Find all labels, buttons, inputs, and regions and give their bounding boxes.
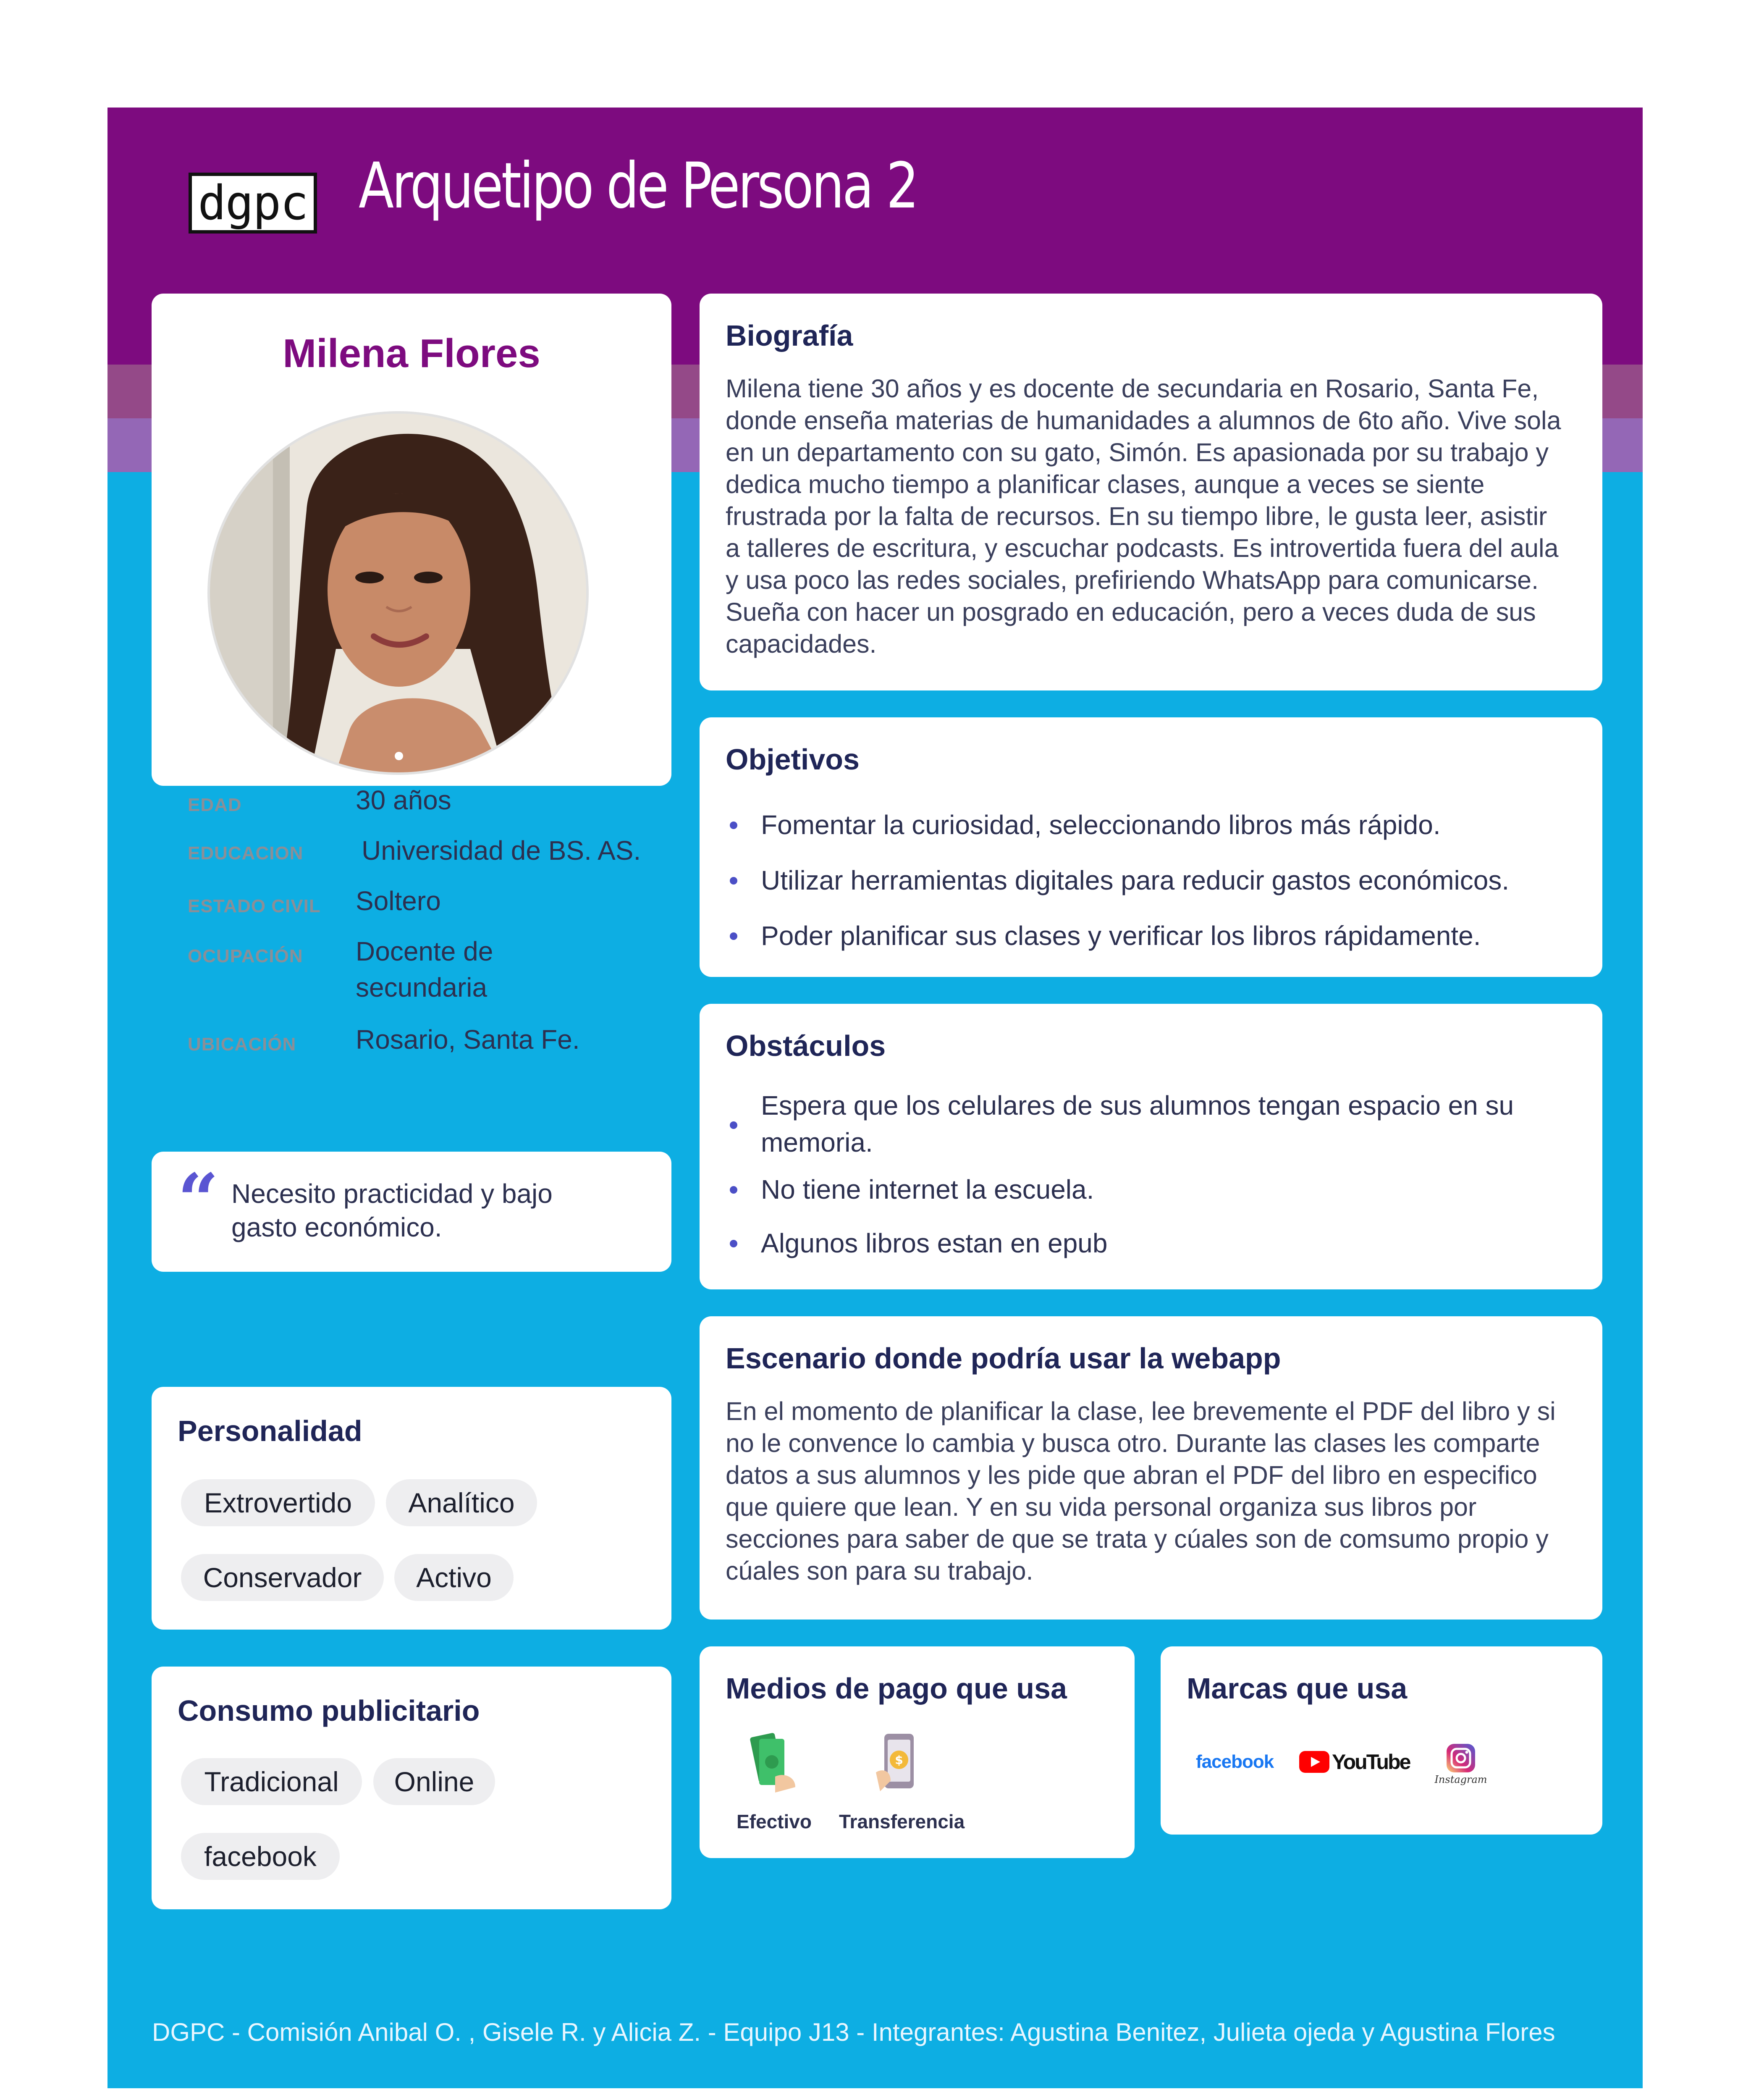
field-value-ocupacion: Docente de secundaria (356, 936, 493, 1003)
quote-card (152, 1152, 671, 1272)
field-value-ubicacion: Rosario, Santa Fe. (356, 1024, 580, 1055)
obstaculo-item: Espera que los celulares de sus alumnos tengan espacio en su memoria. (761, 1090, 1514, 1158)
bullet-dot (730, 1121, 737, 1129)
field-label-ubicacion: UBICACIÓN (188, 1034, 296, 1055)
consumo-card (152, 1667, 671, 1909)
youtube-icon (1299, 1751, 1329, 1773)
field-label-ocupacion: OCUPACIÓN (188, 946, 303, 966)
field-label-edad: EDAD (188, 795, 242, 815)
chip-tradicional: Tradicional (181, 1758, 362, 1805)
quote-icon: “ (178, 1158, 219, 1242)
obstaculos-card (700, 1004, 1602, 1289)
chip-extrovertido: Extrovertido (181, 1479, 375, 1526)
bullet-dot (730, 1240, 737, 1247)
bullet-dot (730, 1186, 737, 1194)
obstaculo-item: Algunos libros estan en epub (761, 1228, 1108, 1258)
escenario-title: Escenario donde podría usar la webapp (726, 1342, 1281, 1375)
phone-payment-icon (872, 1730, 926, 1793)
persona-photo (207, 411, 589, 775)
consumo-title: Consumo publicitario (178, 1694, 480, 1727)
pago-label-efectivo: Efectivo (737, 1811, 812, 1832)
biografia-card (700, 294, 1602, 690)
objetivo-item: Fomentar la curiosidad, seleccionando libros más rápido. (761, 810, 1441, 840)
cash-icon (746, 1730, 800, 1793)
pago-card (700, 1646, 1135, 1858)
bullet-dot (730, 822, 737, 829)
field-value-educacion: Universidad de BS. AS. (362, 835, 641, 866)
field-value-estado-civil: Soltero (356, 886, 441, 916)
personalidad-title: Personalidad (178, 1415, 362, 1447)
profile-card (152, 294, 671, 1055)
chip-online: Online (373, 1758, 495, 1805)
escenario-text: En el momento de planificar la clase, lee brevemente el PDF del libro y si no le convence lo cambia y busca otro. Durante las clases les comparte datos a sus alumnos y les pide que abran el PDF del libro en especifico que quiere que lean. Y en su vida personal organiza sus libros por secciones para saber de que se trata y cúales son de comsumo propio y cúales son para su trabajo. (726, 1397, 1556, 1585)
portrait-image (210, 414, 586, 772)
instagram-wordmark: Instagram (1434, 1774, 1487, 1785)
obstaculos-title: Obstáculos (726, 1029, 886, 1062)
chip-conservador: Conservador (181, 1554, 384, 1601)
biografia-text: Milena tiene 30 años y es docente de secundaria en Rosario, Santa Fe, donde enseña materias de humanidades a alumnos de 6to año. Vive sola en un departamento con su gato, Simón. Es apasionada por su trabajo y dedica mucho tiempo a planificar clases, aunque a veces se siente frustrada por la falta de recursos. En su tiempo libre, le gusta leer, asistir a talleres de escritura, y escuchar podcasts. Es introvertida fuera del aula y usa poco las redes sociales, prefiriendo WhatsApp para comunicarse. Sueña con hacer un posgrado en educación, pero a veces duda de sus capacidades. (726, 374, 1561, 658)
footer-credits: DGPC - Comisión Anibal O. , Gisele R. y Alicia Z. - Equipo J13 - Integrantes: Agustina Benitez, Julieta ojeda y Agustina Flores (152, 2018, 1555, 2046)
instagram-icon (1446, 1743, 1476, 1773)
field-label-educacion: EDUCACION (188, 843, 304, 864)
chip-analitico: Analítico (386, 1479, 537, 1526)
bullet-dot (730, 932, 737, 940)
youtube-wordmark: YouTube (1332, 1750, 1410, 1774)
youtube-logo (1299, 1750, 1410, 1774)
pago-title: Medios de pago que usa (726, 1672, 1067, 1705)
quote-text: Necesito practicidad y bajo gasto económico. (231, 1179, 553, 1242)
escenario-card (700, 1316, 1602, 1620)
field-label-estado-civil: ESTADO CIVIL (188, 896, 321, 916)
persona-name: Milena Flores (283, 331, 540, 376)
objetivos-card (700, 717, 1602, 977)
dgpc-logo: dgpc (189, 173, 317, 234)
pago-label-transferencia: Transferencia (839, 1811, 965, 1832)
objetivo-item: Poder planificar sus clases y verificar los libros rápidamente. (761, 921, 1481, 951)
marcas-card (1161, 1646, 1602, 1835)
obstaculo-item: No tiene internet la escuela. (761, 1174, 1094, 1205)
chip-activo: Activo (394, 1554, 514, 1601)
facebook-logo: facebook (1196, 1751, 1274, 1772)
biografia-title: Biografía (726, 319, 853, 352)
objetivos-title: Objetivos (726, 743, 860, 776)
page-title: Arquetipo de Persona 2 (359, 150, 917, 223)
persona-sheet (107, 108, 1643, 2088)
personalidad-card (152, 1387, 671, 1630)
bullet-dot (730, 877, 737, 885)
chip-facebook: facebook (181, 1833, 340, 1880)
instagram-logo (1434, 1743, 1488, 1785)
marcas-title: Marcas que usa (1187, 1672, 1408, 1705)
svg-text:$: $ (895, 1753, 903, 1767)
objetivo-item: Utilizar herramientas digitales para reducir gastos económicos. (761, 865, 1510, 895)
field-value-edad: 30 años (356, 785, 451, 815)
